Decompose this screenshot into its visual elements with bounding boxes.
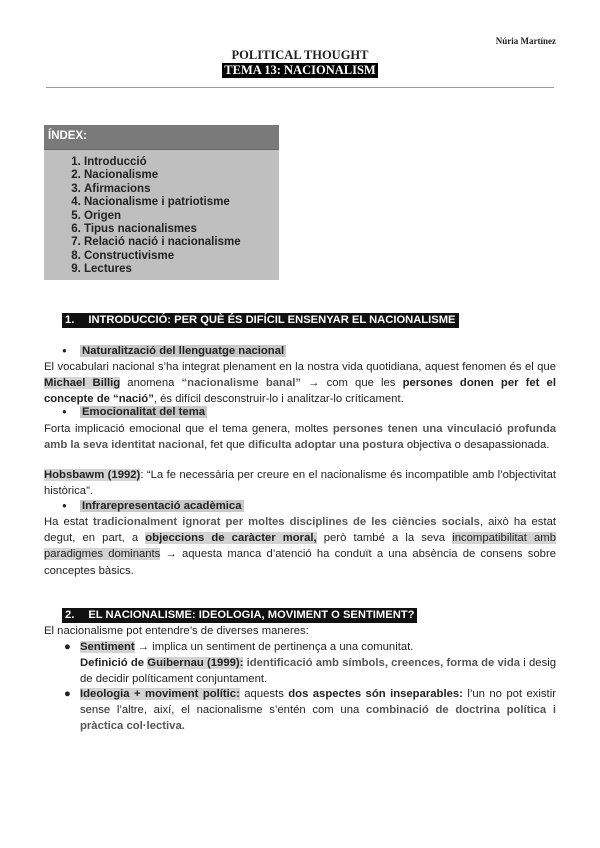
paragraph-naturalitzacio: El vocabulari nacional s’ha integrat plenament en la nostra vida quotidiana, aquest fenomen és el que Michael Billig anomena “nacionalisme banal” → com que les persones donen per fet el concepte de “nació”, és difícil desconstruir-lo i analitzar-lo críticament. [44, 361, 556, 406]
bullet-icon: ● [62, 407, 67, 416]
section-2-heading [62, 608, 417, 623]
section-number: 1. [65, 314, 75, 326]
document-subtitle: TEMA 13: NACIONALISM [224, 63, 376, 77]
subheading-text: Emocionalitat del tema [82, 406, 206, 418]
paragraph-emocionalitat: Forta implicació emocional que el tema genera, moltes persones tenen una vinculació profunda amb la seva identitat nacional, fet que dificulta adoptar una postura objectiva o desapassionada. [44, 423, 556, 452]
index-item: 6. Tipus nacionalismes [84, 223, 279, 236]
bullet-icon: ● [62, 501, 67, 510]
index-item: 4. Nacionalisme i patriotisme [84, 196, 279, 209]
document-title: POLITICAL THOUGHT [231, 48, 369, 62]
section-2-intro: El nacionalisme pot entendre’s de diverses maneres: [44, 625, 309, 637]
index-item: 2. Nacionalisme [84, 169, 279, 182]
index-item: 8. Constructivisme [84, 250, 279, 263]
index-item: 7. Relació nació i nacionalisme [84, 236, 279, 249]
list-item-ideologia: ● Ideologia + moviment polític: aquests dos aspectes són inseparables: l’un no pot existir sense l’altre, així, el nacionalisme s’entén com una combinació de doctrina política i pràctica col·lectiva. [64, 688, 557, 733]
index-item: 5. Origen [84, 210, 279, 223]
subheading-emocionalitat [62, 406, 207, 418]
section-1-heading [62, 313, 459, 328]
list-item-sentiment: ● Sentiment → implica un sentiment de pertinença a una comunitat. Definició de Guibernau (1999): identificació amb símbols, creences, forma de vida i desig de decidir políticament conjuntament. [64, 641, 557, 686]
author-name: Núria Martínez [495, 36, 556, 46]
index-title: ÍNDEX: [44, 125, 279, 150]
bullet-icon: ● [64, 641, 71, 653]
section-number: 2. [65, 609, 75, 621]
header-divider [46, 87, 554, 88]
subheading-infrarepresentacio [62, 500, 244, 512]
index-item: 3. Afirmacions [84, 183, 279, 196]
bullet-icon: ● [62, 346, 67, 355]
index-item: 9. Lectures [84, 263, 279, 276]
bullet-icon: ● [64, 688, 71, 700]
index-box [44, 125, 279, 280]
subheading-text: Naturalització del llenguatge nacional [82, 345, 285, 357]
document-title-block [0, 48, 600, 78]
index-list [44, 150, 279, 277]
paragraph-hobsbawm-quote: Hobsbawm (1992): “La fe necessària per creure en el nacionalisme és incompatible amb l’objectivitat històrica”. [44, 469, 556, 498]
paragraph-infrarepresentacio: Ha estat tradicionalment ignorat per moltes disciplines de les ciències socials, això ha estat degut, en part, a objeccions de caràcter moral, però també a la seva incompatibilitat amb paradigmes dominants → aquesta manca d’atenció ha conduït a una absència de consens sobre conceptes bàsics. [44, 516, 557, 577]
section-title: INTRODUCCIÓ: PER QUÈ ÉS DIFÍCIL ENSENYAR EL NACIONALISME [88, 314, 456, 326]
subheading-naturalitzacio [62, 345, 286, 357]
index-item: 1. Introducció [84, 156, 279, 169]
section-title: EL NACIONALISME: IDEOLOGIA, MOVIMENT O SENTIMENT? [88, 609, 415, 621]
subheading-text: Infrarepresentació acadèmica [82, 500, 242, 512]
